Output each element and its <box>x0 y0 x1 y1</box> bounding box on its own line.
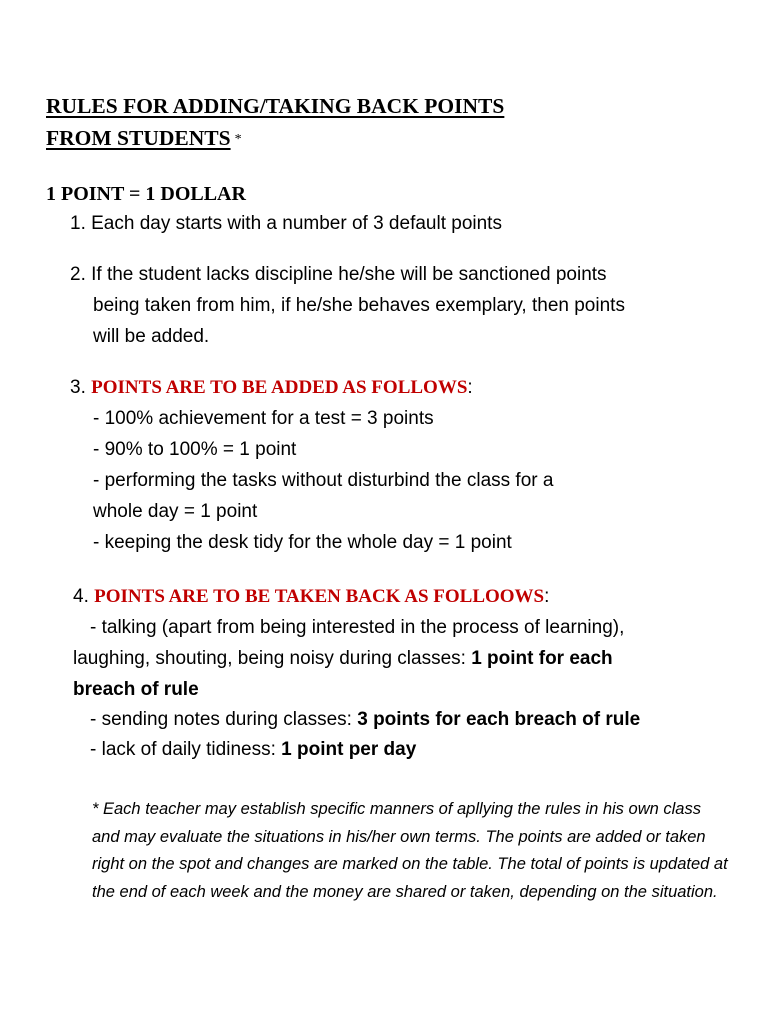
rule-4-talking-penalty: 1 point for each <box>471 648 613 669</box>
rule-3-item: - performing the tasks without disturbind the class for a <box>93 470 554 491</box>
title-line-1: RULES FOR ADDING/TAKING BACK POINTS <box>46 94 505 118</box>
rule-4-tidiness-line <box>90 734 416 765</box>
rule-3-item: whole day = 1 point <box>93 501 258 522</box>
rule-4-notes-text: - sending notes during classes: <box>90 709 358 730</box>
rule-2-line-2: being taken from him, if he/she behaves exemplary, then points <box>93 295 625 316</box>
title-line-2: FROM STUDENTS <box>46 126 231 150</box>
rule-3-item: - 90% to 100% = 1 point <box>93 439 297 460</box>
rule-3-heading: POINTS ARE TO BE ADDED AS FOLLOWS <box>91 377 468 398</box>
footnote: * Each teacher may establish specific manners of apllying the rules in his own class and may evaluate the situations in his/her own terms. The points are added or taken right on the spot and changes are marked on the table. The total of points is updated at the end of each week and the money are shared or taken, depending on the situation. <box>92 800 728 901</box>
title-asterisk: * <box>234 132 242 147</box>
rule-4-heading: POINTS ARE TO BE TAKEN BACK AS FOLLOOWS <box>94 586 545 607</box>
rule-4-notes-line <box>90 704 640 735</box>
rule-4-heading-line <box>73 581 549 612</box>
rule-3-item: - 100% achievement for a test = 3 points <box>93 408 434 429</box>
rule-4-talking-line-3 <box>73 674 199 705</box>
rule-3-number: 3. <box>70 377 86 398</box>
rule-4-talking-line-2 <box>73 643 613 674</box>
rule-4-notes-penalty: 3 points for each breach of rule <box>357 709 641 730</box>
rule-3-item: - keeping the desk tidy for the whole day = 1 point <box>93 532 512 553</box>
rule-4-talking-text: laughing, shouting, being noisy during classes: <box>73 648 472 669</box>
rule-1: 1. Each day starts with a number of 3 default points <box>70 213 502 234</box>
point-value-heading: 1 POINT = 1 DOLLAR <box>46 183 246 205</box>
rule-2-line-1: 2. If the student lacks discipline he/she will be sanctioned points <box>70 264 607 285</box>
rule-4-number: 4. <box>73 586 89 607</box>
rule-4-talking-line-1: - talking (apart from being interested in the process of learning), <box>90 617 625 638</box>
rule-4-talking-penalty-cont: breach of rule <box>73 679 199 700</box>
rule-3-heading-line <box>70 372 473 403</box>
rule-4-tidiness-penalty: 1 point per day <box>281 739 417 760</box>
rule-2-line-3: will be added. <box>93 326 210 347</box>
rule-4-colon: : <box>544 586 550 607</box>
document-title <box>46 90 504 156</box>
rule-4-tidiness-text: - lack of daily tidiness: <box>90 739 282 760</box>
rule-3-colon: : <box>467 377 473 398</box>
